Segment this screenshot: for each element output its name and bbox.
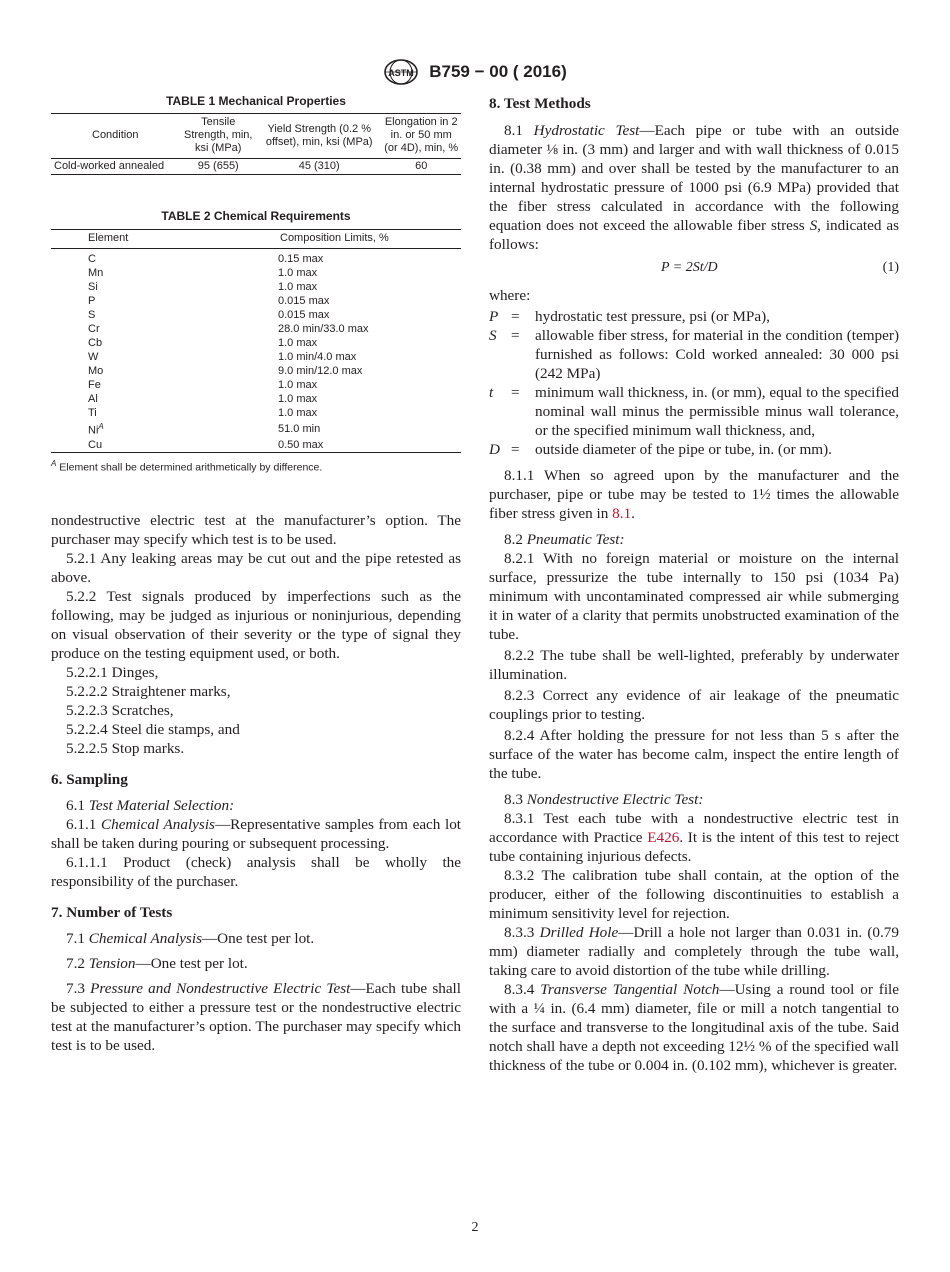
paragraph-8-3-4: 8.3.4 Transverse Tangential Notch—Using a round tool or file with a ¼ in. (6.4 mm) diameter, file or mill a notch tangential to the surface and transverse to the longitudinal axis of the tube. Said notch shall have a depth not exceeding 12½ % of the specified wall thickness of the tube or 0.004 in. (0.102 mm), whichever is greater. — [489, 981, 900, 1074]
where-definition — [489, 383, 899, 440]
composition-cell: 1.0 max — [278, 393, 318, 405]
table2-header: Composition Limits, % — [278, 230, 461, 249]
section-7-heading: 7. Number of Tests — [51, 904, 173, 922]
composition-cell: 28.0 min/33.0 max — [278, 323, 369, 335]
paragraph-8-3-3: 8.3.3 Drilled Hole—Drill a hole not larger than 0.031 in. (0.79 mm) diameter radially and completely through the tube wall, taking care to avoid distortion of the tube while drilling. — [489, 924, 899, 979]
where-list — [489, 307, 899, 459]
composition-cell: 1.0 max — [278, 267, 318, 279]
table-row — [51, 336, 461, 350]
table1-caption: TABLE 1 Mechanical Properties — [166, 94, 346, 108]
composition-cell: 1.0 min/4.0 max — [278, 351, 357, 363]
composition-cell: 9.0 min/12.0 max — [278, 365, 363, 377]
paragraph-8-3-2: 8.3.2 The calibration tube shall contain, at the option of the producer, either of the following discontinuities to establish a minimum sensitivity level for rejection. — [489, 867, 899, 922]
table-row — [51, 308, 461, 322]
composition-cell: 0.50 max — [278, 438, 324, 451]
composition-cell: 0.015 max — [278, 309, 330, 321]
table-row — [51, 280, 461, 294]
chemical-requirements-table — [51, 229, 461, 453]
equation-number: (1) — [882, 260, 899, 275]
paragraph-8-1-1: 8.1.1 When so agreed upon by the manufacturer and the purchaser, pipe or tube may be tested to 1½ times the allowable fiber stress given in 8.1. — [489, 467, 899, 522]
where-sym: S — [489, 327, 497, 344]
paragraph-8-2-1: 8.2.1 With no foreign material or moisture on the internal surface, pressurize the tube internally to 150 psi (1034 Pa) minimum with uncontaminated compressed air while submerging it in water of a clarity that permits unobstructed examination of the tube. — [489, 550, 899, 643]
document-designation: B759 − 00 ( 2016) — [429, 62, 567, 81]
table-row — [51, 249, 461, 267]
composition-cell: 0.15 max — [278, 253, 324, 265]
where-def: hydrostatic test pressure, psi (or MPa), — [535, 308, 770, 325]
practice-e426-link[interactable]: E426 — [647, 829, 680, 846]
paragraph-8-2-2: 8.2.2 The tube shall be well-lighted, preferably by underwater illumination. — [489, 647, 899, 683]
paragraph-8-2-4: 8.2.4 After holding the pressure for not less than 5 s after the surface of the water has become calm, inspect the entire length of the tube. — [489, 727, 899, 782]
section-6-heading: 6. Sampling — [51, 771, 128, 789]
svg-text:ASTM: ASTM — [388, 68, 414, 78]
element-cell: Cb — [88, 337, 103, 349]
table-row — [51, 420, 461, 438]
table1-cell: 45 (310) — [298, 160, 340, 172]
composition-cell: 1.0 max — [278, 407, 318, 419]
composition-cell: 51.0 min — [278, 422, 321, 435]
element-cell: Fe — [88, 379, 101, 391]
table-row — [51, 406, 461, 420]
page-number: 2 — [471, 1220, 479, 1235]
where-sym: P — [489, 308, 499, 325]
element-cell: S — [88, 309, 96, 321]
composition-cell: 0.015 max — [278, 295, 330, 307]
table1-header: Condition — [51, 114, 180, 159]
where-sym: D — [489, 441, 500, 458]
paragraph-8-1: 8.1 Hydrostatic Test—Each pipe or tube with an outside diameter ⅛ in. (3 mm) and larger and with wall thickness of 0.015 in. (0.38 mm) and over shall be tested by the manufacturer to an internal hydrostatic pressure of 1000 psi (6.9 MPa) provided that the fiber stress calculated in accordance with the following equation does not exceed the allowable fiber stress S, indicated as follows: — [489, 122, 899, 253]
table2-caption: TABLE 2 Chemical Requirements — [161, 209, 351, 223]
where-definition — [489, 440, 899, 459]
composition-cell: 1.0 max — [278, 281, 318, 293]
equation-expression: P = 2St/D — [661, 260, 718, 275]
equation-1 — [489, 260, 899, 280]
table-row — [51, 322, 461, 336]
paragraph-8-3: 8.3 Nondestructive Electric Test: — [504, 791, 704, 808]
where-eq: = — [511, 327, 520, 344]
composition-cell: 1.0 max — [278, 379, 318, 391]
left-column — [51, 94, 461, 1055]
table1-cell: 95 (655) — [197, 160, 239, 172]
table-row — [51, 266, 461, 280]
paragraph-7-3: 7.3 Pressure and Nondestructive Electric Test—Each tube shall be subjected to either a pressure test or the nondestructive electric test at the manufacturer’s option. The purchaser may specify which test is to be used. — [51, 980, 461, 1055]
table-row — [51, 350, 461, 364]
list-item: 5.2.2.3 Scratches, — [66, 702, 174, 720]
table1-cell: 60 — [415, 160, 428, 172]
table1-cell: Cold-worked annealed — [54, 160, 165, 172]
where-def: outside diameter of the pipe or tube, in. (or mm). — [535, 441, 832, 458]
list-item: 5.2.2.4 Steel die stamps, and — [66, 721, 240, 739]
element-cell: Mn — [88, 267, 104, 279]
element-cell: $Ni^A$ — [88, 422, 104, 437]
element-cell: Al — [88, 393, 98, 405]
table1-header: Elongation in 2 in. or 50 mm (or 4D), min, % — [381, 114, 461, 159]
page-header — [0, 58, 950, 86]
list-item: 5.2.2.1 Dinges, — [66, 664, 159, 682]
element-cell: Si — [88, 281, 98, 293]
where-def: allowable fiber stress, for material in the condition (temper) furnished as follows: Cold worked annealed: 30 000 psi (242 MPa) — [535, 327, 899, 382]
where-eq: = — [511, 384, 520, 401]
composition-cell: 1.0 max — [278, 337, 318, 349]
right-column — [489, 94, 899, 1075]
paragraph-6-1: 6.1 Test Material Selection: — [66, 797, 235, 815]
table-row — [51, 159, 461, 175]
table2-header: Element — [51, 230, 278, 249]
table-row — [51, 294, 461, 308]
table-row — [51, 378, 461, 392]
where-eq: = — [511, 308, 520, 325]
paragraph-6-1-1-1: 6.1.1.1 Product (check) analysis shall be wholly the responsibility of the purchaser. — [51, 854, 461, 891]
paragraph-7-2: 7.2 Tension—One test per lot. — [66, 955, 248, 973]
list-item: 5.2.2.2 Straightener marks, — [66, 683, 231, 701]
where-sym: t — [489, 384, 494, 401]
where-eq: = — [511, 441, 520, 458]
list-item: 5.2.2.5 Stop marks. — [66, 740, 185, 758]
paragraph-8-3-1: 8.3.1 Test each tube with a nondestructive electric test in accordance with Practice E426. It is the intent of this test to reject tube containing injurious defects. — [489, 810, 899, 865]
ni-footnote-mark: A — [98, 422, 104, 431]
table2-body — [51, 249, 461, 453]
element-cell: W — [88, 351, 99, 363]
element-cell: P — [88, 295, 96, 307]
element-cell: Ti — [88, 407, 97, 419]
table-row — [51, 392, 461, 406]
continued-paragraph: nondestructive electric test at the manufacturer’s option. The purchaser may specify which test is to be used. — [51, 512, 461, 549]
section-8-1-link[interactable]: 8.1 — [612, 505, 632, 522]
where-def: minimum wall thickness, in. (or mm), equal to the specified nominal wall minus the permissible minus wall tolerance, or the specified minimum wall thickness, and, — [535, 384, 899, 439]
footnote-mark: A — [51, 458, 57, 468]
table1-header: Yield Strength (0.2 % offset), min, ksi (MPa) — [257, 114, 381, 159]
element-cell: C — [88, 253, 96, 265]
table1-header: Tensile Strength, min, ksi (MPa) — [180, 114, 258, 159]
astm-logo-icon — [383, 58, 419, 86]
table2-footnote — [51, 459, 461, 474]
element-cell: Cu — [88, 438, 103, 451]
element-cell: Cr — [88, 323, 100, 335]
paragraph-6-1-1: 6.1.1 Chemical Analysis—Representative samples from each lot shall be taken during pouring or subsequent processing. — [51, 816, 462, 853]
paragraph-5-2-1: 5.2.1 Any leaking areas may be cut out and the pipe retested as above. — [51, 550, 461, 587]
table-row — [51, 438, 461, 453]
paragraph-7-1: 7.1 Chemical Analysis—One test per lot. — [66, 930, 315, 948]
table-row — [51, 364, 461, 378]
where-definition — [489, 307, 899, 326]
paragraph-8-2-3: 8.2.3 Correct any evidence of air leakage of the pneumatic couplings prior to testing. — [489, 687, 899, 723]
paragraph-5-2-2: 5.2.2 Test signals produced by imperfections such as the following, may be judged as injurious or noninjurious, depending on visual observation of their severity or the type of signal they produce on the testing equipment used, or both. — [51, 588, 461, 663]
section-8-heading: 8. Test Methods — [489, 95, 591, 112]
element-cell: Mo — [88, 365, 104, 377]
footnote-text: Element shall be determined arithmetically by difference. — [59, 461, 323, 474]
paragraph-8-2: 8.2 Pneumatic Test: — [504, 531, 625, 548]
where-label: where: — [489, 287, 531, 304]
where-definition — [489, 326, 899, 383]
mechanical-properties-table — [51, 113, 461, 175]
